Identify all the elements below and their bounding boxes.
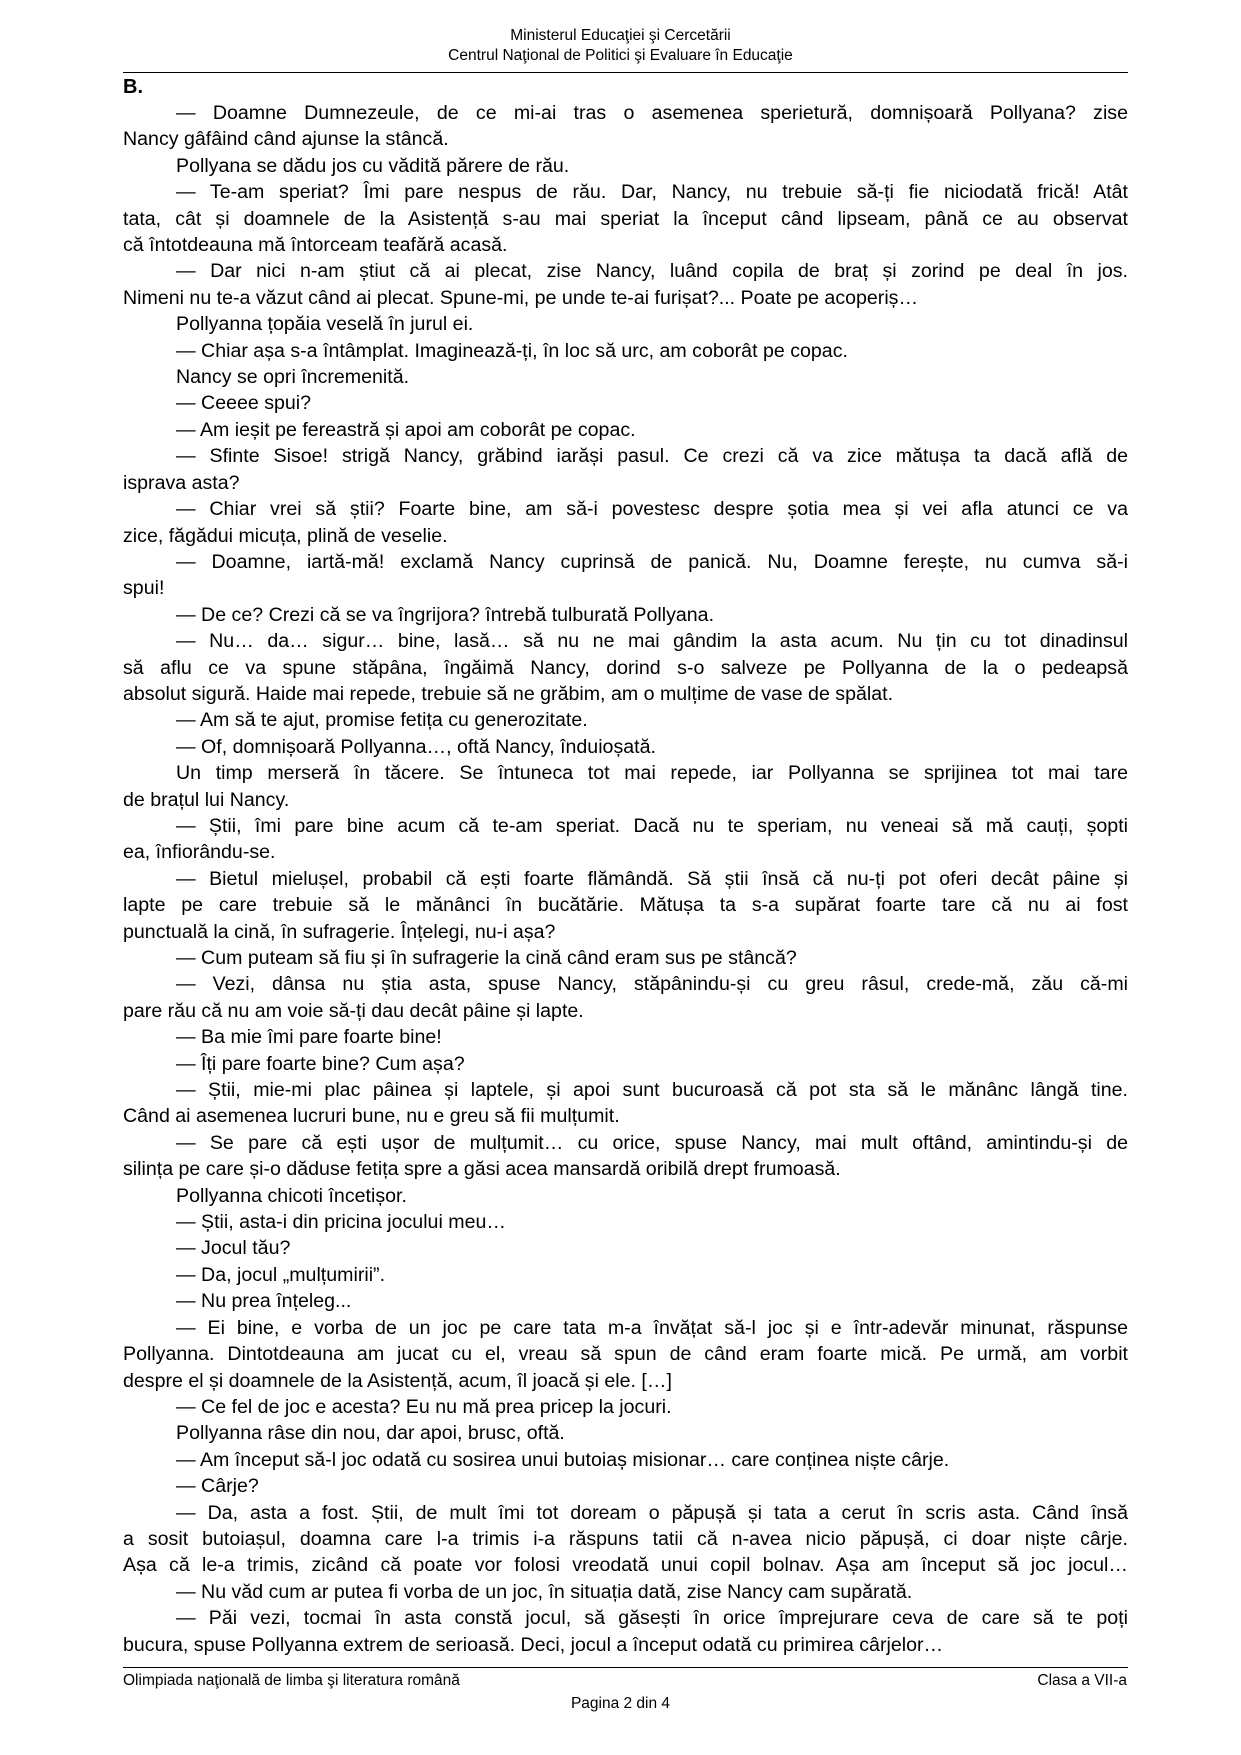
- text-line: — Știi, mie-mi plac pâinea și laptele, și apoi sunt bucuroasă că pot sta să le mănânc lângă tine.: [176, 1079, 1128, 1102]
- text-line: — Am ieșit pe fereastră și apoi am coborât pe copac.: [176, 418, 636, 441]
- text-line: Așa că le-a trimis, zicând că poate vor folosi vreodată unui copil bolnav. Așa am început să joc jocul…: [123, 1554, 1128, 1577]
- text-line: — Dar nici n-am știut că ai plecat, zise Nancy, luând copila de braț și zorind pe deal în jos.: [176, 260, 1128, 283]
- text-line: — Se pare că ești ușor de mulțumit… cu orice, spuse Nancy, mai mult oftând, amintindu-și de: [176, 1131, 1128, 1154]
- text-line: — Chiar așa s-a întâmplat. Imaginează-ți, în loc să urc, am coborât pe copac.: [176, 339, 848, 362]
- text-line: Nancy gâfâind când ajunse la stâncă.: [123, 128, 449, 151]
- text-line: — Chiar vrei să știi? Foarte bine, am să-i povestesc despre șotia mea și vei afla atunci ce va: [176, 498, 1128, 521]
- text-line: spui!: [123, 577, 165, 600]
- text-line: — De ce? Crezi că se va îngrijora? întrebă tulburată Pollyana.: [176, 603, 715, 626]
- text-line: că întotdeauna mă întorceam teafără acasă.: [123, 234, 508, 257]
- text-line: Un timp merseră în tăcere. Se întuneca tot mai repede, iar Pollyanna se sprijinea tot mai tare: [176, 762, 1128, 785]
- text-line: Pollyanna. Dintotdeauna am jucat cu el, vreau să spun de când eram foarte mică. Pe urmă, am vorbit: [123, 1343, 1128, 1366]
- text-line: — Ceeee spui?: [176, 392, 312, 415]
- text-line: — Nu văd cum ar putea fi vorba de un joc, în situația dată, zise Nancy cam supărată.: [176, 1580, 913, 1603]
- text-line: — Sfinte Sisoe! strigă Nancy, grăbind iarăși pasul. Ce crezi că va zice mătușa ta dacă află de: [176, 445, 1128, 468]
- text-line: — Știi, îmi pare bine acum că te-am speriat. Dacă nu te speriam, nu veneai să mă cauți, șopti: [176, 814, 1128, 837]
- text-line: — Am început să-l joc odată cu sosirea unui butoiaș misionar… care conținea niște cârje.: [176, 1448, 950, 1471]
- text-line: — Of, domnișoară Pollyanna…, oftă Nancy, înduioșată.: [176, 735, 656, 758]
- text-line: — Ei bine, e vorba de un joc pe care tata m-a învățat să-l joc și e într-adevăr minunat, răspunse: [176, 1316, 1128, 1339]
- text-line: — Știi, asta-i din pricina jocului meu…: [176, 1211, 506, 1234]
- text-line: — Păi vezi, tocmai în asta constă jocul, să găsești în orice împrejurare ceva de care să te poți: [176, 1607, 1128, 1630]
- page-header: [0, 26, 1241, 66]
- text-line: Nimeni nu te-a văzut când ai plecat. Spune-mi, pe unde te-ai furișat?... Poate pe acoperiș…: [123, 286, 919, 309]
- text-line: — Nu prea înțeleg...: [176, 1290, 352, 1313]
- header-rule: [123, 72, 1128, 73]
- footer-olympiad: Olimpiada naţională de limba şi literatura română: [123, 1672, 460, 1689]
- text-line: a sosit butoiașul, doamna care l-a trimis i-a răspuns tatii că n-avea nicio păpușă, ci doar niște cârje.: [123, 1527, 1128, 1550]
- text-line: — Vezi, dânsa nu știa asta, spuse Nancy, stăpânindu-și cu greu râsul, crede-mă, zău că-mi: [176, 973, 1128, 996]
- text-line: Pollyanna chicoti încetișor.: [176, 1184, 407, 1207]
- text-line: zice, făgădui micuța, plină de veselie.: [123, 524, 448, 547]
- text-line: de brațul lui Nancy.: [123, 788, 290, 811]
- text-line: lapte pe care trebuie să le mănânci în bucătărie. Mătușa ta s-a supărat foarte tare că nu ai fost: [123, 894, 1128, 917]
- text-line: — Doamne Dumnezeule, de ce mi-ai tras o asemenea sperietură, domnișoară Pollyana? zise: [176, 102, 1128, 124]
- text-line: absolut sigură. Haide mai repede, trebuie să ne grăbim, am o mulțime de vase de spălat.: [123, 682, 894, 705]
- text-line: — Da, jocul „mulțumirii”.: [176, 1263, 386, 1286]
- text-line: tata, cât și doamnele de la Asistență s-au mai speriat la început când lipseam, până ce au observat: [123, 207, 1128, 230]
- text-line: — Jocul tău?: [176, 1237, 291, 1260]
- text-line: despre el și doamnele de la Asistență, acum, îl joacă și ele. […]: [123, 1369, 672, 1392]
- text-line: Nancy se opri încremenită.: [176, 366, 410, 389]
- text-line: — Bietul mielușel, probabil că ești foarte flămândă. Să știi însă că nu-ți pot oferi decât pâine și: [176, 867, 1128, 890]
- text-line: — Cârje?: [176, 1475, 259, 1498]
- text-line: ea, înfiorându-se.: [123, 841, 276, 864]
- text-line: — Cum puteam să fiu și în sufragerie la cină când eram sus pe stâncă?: [176, 947, 797, 969]
- text-line: Pollyanna țopăia veselă în jurul ei.: [176, 313, 474, 336]
- text-line: să aflu ce va spune stăpâna, îngăimă Nancy, dorind s-o salveze pe Pollyanna de la o pedeapsă: [123, 656, 1128, 679]
- text-line: — Nu… da… sigur… bine, lasă… să nu ne mai gândim la asta acum. Nu țin cu tot dinadinsul: [176, 630, 1128, 653]
- text-line: pare rău că nu am voie să-ți dau decât pâine și lapte.: [123, 999, 584, 1022]
- text-line: isprava asta?: [123, 471, 240, 494]
- text-line: punctuală la cină, în sufragerie. Înțelegi, nu-i așa?: [123, 920, 556, 943]
- text-line: silința pe care și-o dăduse fetița spre a găsi acea mansardă oribilă drept frumoasă.: [123, 1158, 841, 1181]
- text-line: Pollyanna râse din nou, dar apoi, brusc, oftă.: [176, 1422, 565, 1445]
- section-label: B.: [123, 76, 143, 98]
- text-line: Când ai asemenea lucruri bune, nu e greu să fii mulțumit.: [123, 1105, 620, 1128]
- text-line: — Îți pare foarte bine? Cum așa?: [176, 1052, 465, 1075]
- text-line: — Ba mie îmi pare foarte bine!: [176, 1026, 442, 1049]
- footer-grade: Clasa a VII-a: [1037, 1672, 1127, 1689]
- header-ministry: Ministerul Educaţiei şi Cercetării: [510, 27, 731, 44]
- text-line: Pollyana se dădu jos cu vădită părere de rău.: [176, 154, 570, 177]
- text-body: [123, 100, 1128, 1658]
- text-line: — Da, asta a fost. Știi, de mult îmi tot doream o păpușă și tata a cerut în scris asta. Când însă: [176, 1501, 1128, 1524]
- text-line: — Te-am speriat? Îmi pare nespus de rău. Dar, Nancy, nu trebuie să-ți fie niciodată frică! Atât: [176, 181, 1128, 204]
- text-line: — Doamne, iartă-mă! exclamă Nancy cuprinsă de panică. Nu, Doamne ferește, nu cumva să-i: [176, 550, 1128, 573]
- text-line: — Am să te ajut, promise fetița cu generozitate.: [176, 709, 588, 732]
- header-center: Centrul Naţional de Politici şi Evaluare în Educaţie: [448, 47, 793, 64]
- text-line: bucura, spuse Pollyanna extrem de serioasă. Deci, jocul a început odată cu primirea cârjelor…: [123, 1633, 944, 1656]
- page-number: Pagina 2 din 4: [570, 1695, 671, 1712]
- footer-rule: [123, 1667, 1128, 1668]
- text-line: — Ce fel de joc e acesta? Eu nu mă prea pricep la jocuri.: [176, 1395, 672, 1418]
